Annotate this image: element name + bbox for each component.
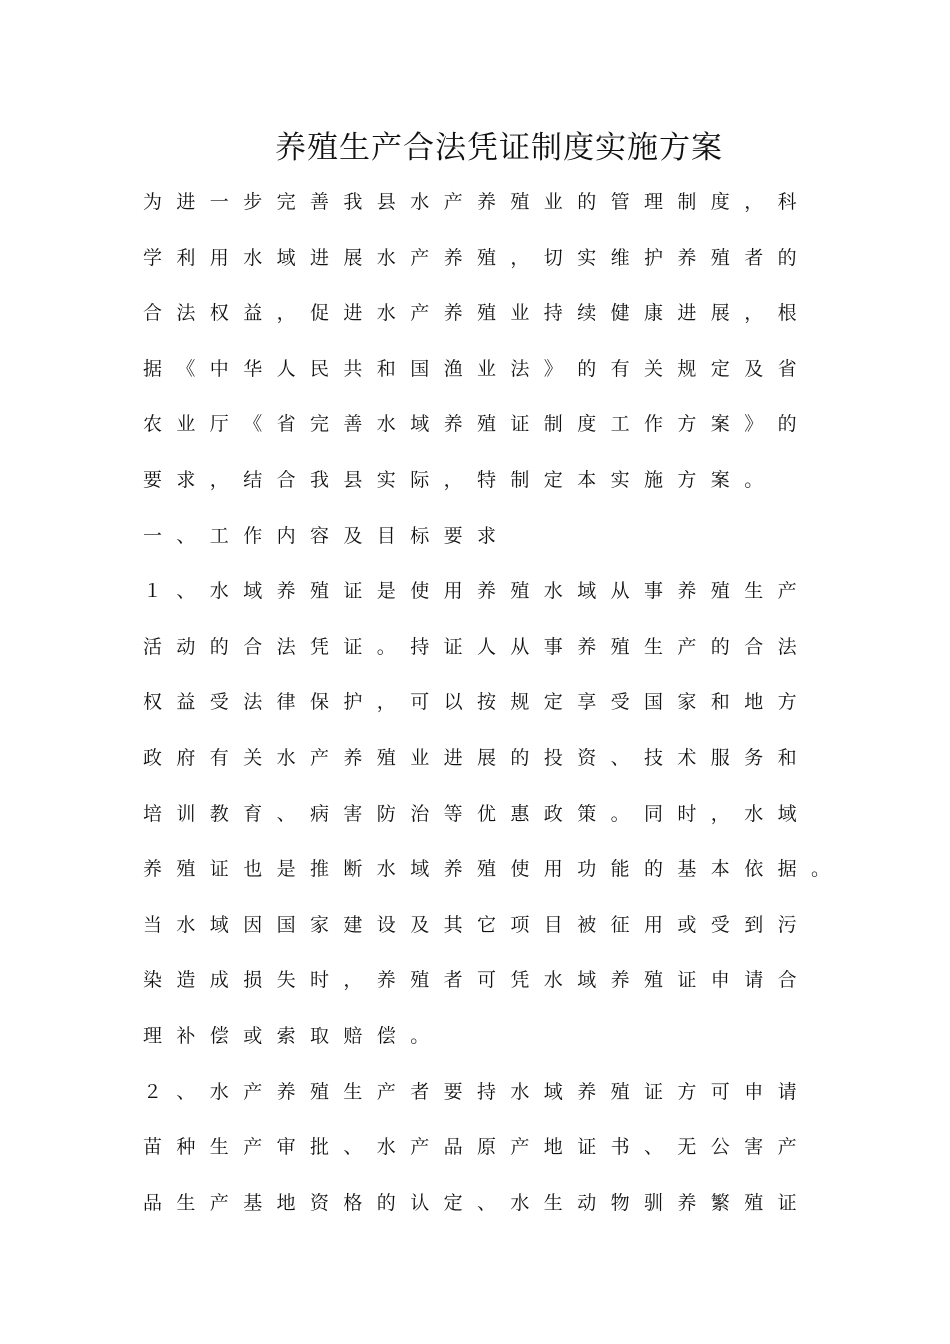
text-line: 苗种生产审批、水产品原产地证书、无公害产 [143, 1136, 812, 1159]
text-line: 政府有关水产养殖业进展的投资、技术服务和 [143, 746, 812, 769]
text-line: １、水域养殖证是使用养殖水域从事养殖生产 [143, 580, 812, 603]
text-line: 品生产基地资格的认定、水生动物驯养繁殖证 [143, 1191, 812, 1214]
text-line: 活动的合法凭证。持证人从事养殖生产的合法 [143, 635, 812, 658]
text-line: 培训教育、病害防治等优惠政策。同时，水域 [143, 802, 812, 825]
text-line: 当水域因国家建设及其它项目被征用或受到污 [143, 913, 812, 936]
text-line: 学利用水域进展水产养殖，切实维护养殖者的 [143, 246, 812, 269]
document-title: 养殖生产合法凭证制度实施方案 [275, 130, 723, 166]
text-line: ２、水产养殖生产者要持水域养殖证方可申请 [143, 1080, 812, 1103]
text-line: 要求，结合我县实际，特制定本实施方案。 [143, 468, 778, 491]
text-line: 染造成损失时，养殖者可凭水域养殖证申请合 [143, 969, 812, 992]
text-line: 权益受法律保护，可以按规定享受国家和地方 [143, 691, 812, 714]
section-heading: 一、工作内容及目标要求 [143, 524, 511, 547]
text-line: 农业厅《省完善水域养殖证制度工作方案》的 [143, 413, 812, 436]
document-body [143, 180, 843, 1236]
text-line: 为进一步完善我县水产养殖业的管理制度，科 [143, 191, 812, 213]
text-line: 据《中华人民共和国渔业法》的有关规定及省 [143, 357, 812, 380]
text-line: 理补偿或索取赔偿。 [143, 1024, 444, 1047]
text-line: 合法权益，促进水产养殖业持续健康进展，根 [143, 302, 812, 325]
text-line: 养殖证也是推断水域养殖使用功能的基本依据。 [143, 858, 845, 881]
